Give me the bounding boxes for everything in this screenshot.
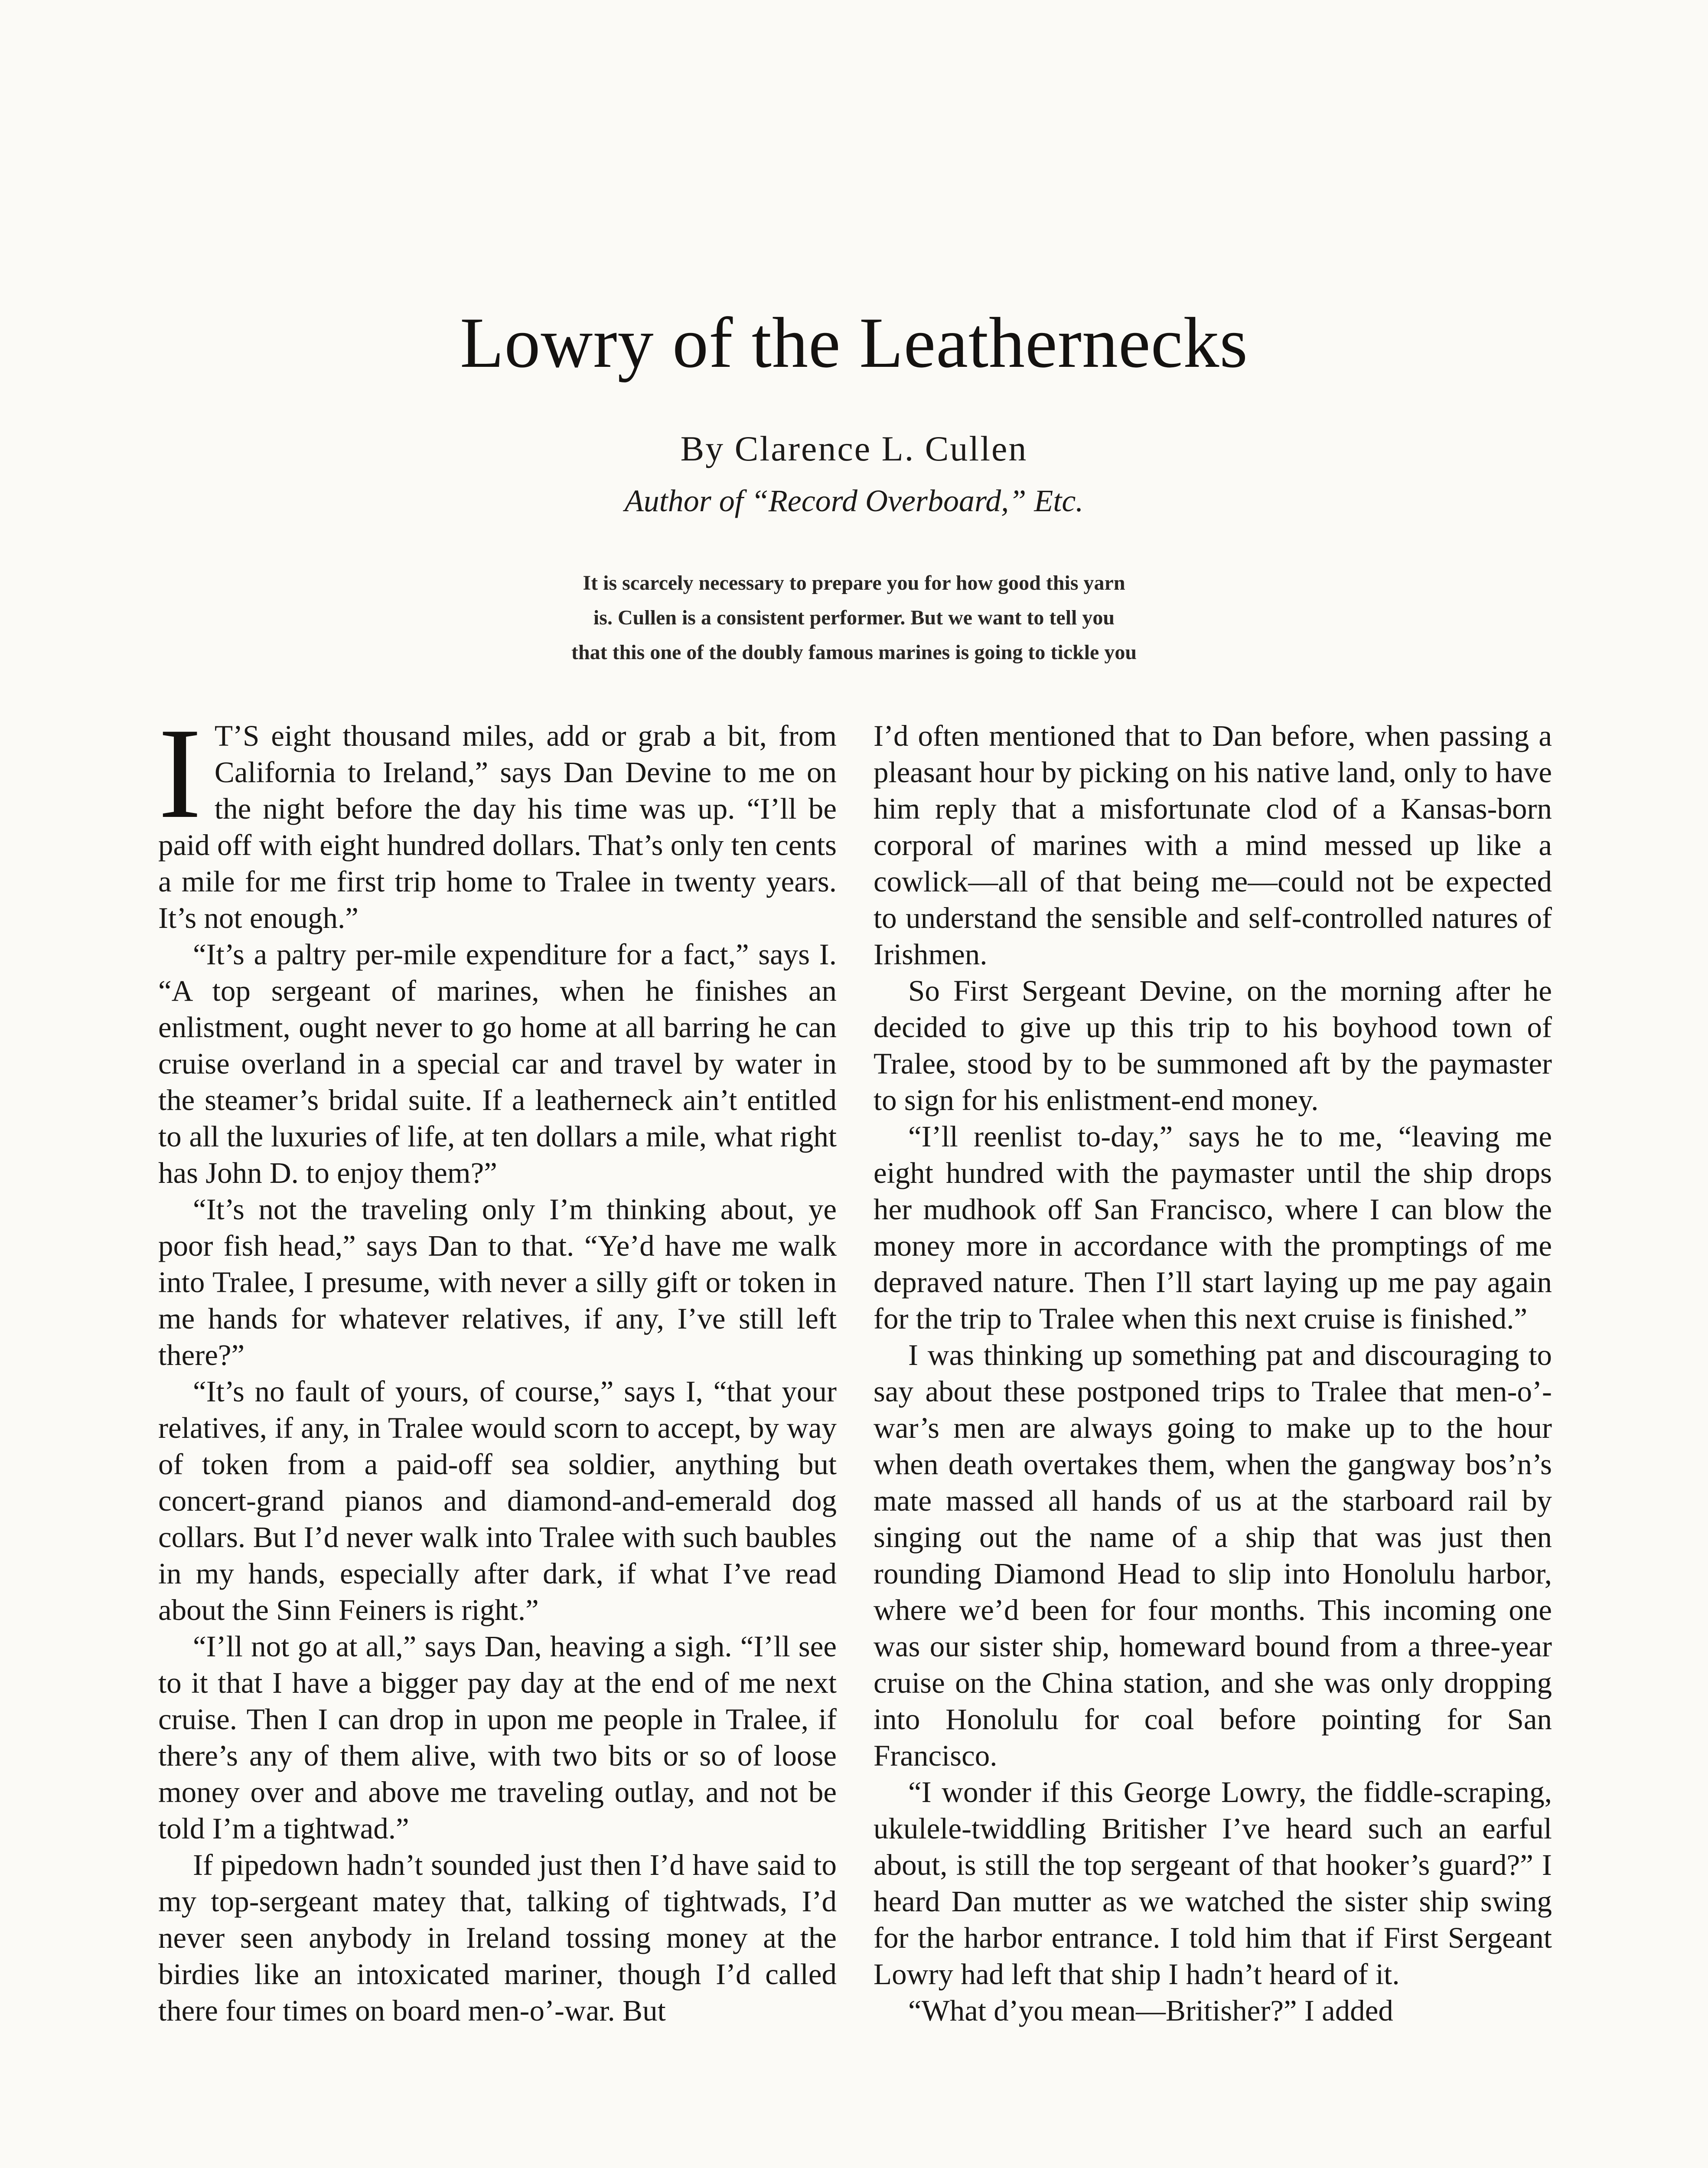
author-credit: Author of “Record Overboard,” Etc.	[624, 483, 1084, 518]
paragraph: “I wonder if this George Lowry, the fiddle-scraping, ukulele-twiddling Britisher I’ve heard such an earful about, is still the top sergeant of that hooker’s guard?” I heard Dan mutter as we watched the sister ship swing for the harbor entrance. I told him that if First Sergeant Lowry had left that ship I hadn’t heard of it.	[874, 1776, 1552, 1991]
paragraph	[158, 701, 837, 936]
intro-line: It is scarcely necessary to prepare you for how good this yarn	[583, 571, 1125, 594]
article-intro	[416, 566, 1292, 670]
article-title: Lowry of the Leathernecks	[460, 303, 1248, 382]
left-column	[158, 701, 837, 2029]
paragraph-text: T’S eight thousand miles, add or grab a bit, from California to Ireland,” says Dan Devine to me on the night before the day his time was up. “I’ll be paid off with eight hundred dollars. That’s only ten cents a mile for me first trip home to Tralee in twenty years. It’s not enough.”	[158, 719, 837, 934]
paragraph: “I’ll not go at all,” says Dan, heaving a sigh. “I’ll see to it that I have a bigger pay day at the end of me next cruise. Then I can drop in upon me people in Tralee, if there’s any of them alive, with two bits or so of loose money over and above me traveling outlay, and not be told I’m a tightwad.”	[158, 1630, 837, 1845]
paragraph: If pipedown hadn’t sounded just then I’d have said to my top-sergeant matey that, talking of tightwads, I’d never seen anybody in Ireland tossing money at the birdies like an intoxicated mariner, though I’d called there four times on board men-o’-war. But	[158, 1848, 837, 2027]
article-byline: By Clarence L. Cullen	[680, 429, 1028, 468]
paragraph: I was thinking up something pat and discouraging to say about these postponed trips to Tralee that men-o’-war’s men are always going to make up to the hour when death overtakes them, when the gangway bos’n’s mate massed all hands of us at the starboard rail by singing out the name of a ship that was just then rounding Diamond Head to slip into Honolulu harbor, where we’d been for four months. This incoming one was our sister ship, homeward bound from a three-year cruise on the China station, and she was only dropping into Honolulu for coal before pointing for San Francisco.	[874, 1339, 1552, 1772]
drop-cap: I	[158, 701, 202, 845]
right-column	[874, 718, 1552, 2029]
intro-line: is. Cullen is a consistent performer. But we want to tell you	[593, 606, 1115, 629]
paragraph: “It’s no fault of yours, of course,” says I, “that your relatives, if any, in Tralee would scorn to accept, by way of token from a paid-off sea soldier, anything but concert-grand pianos and diamond-and-emerald dog collars. But I’d never walk into Tralee with such baubles in my hands, especially after dark, if what I’ve read about the Sinn Feiners is right.”	[158, 1375, 837, 1626]
paragraph: So First Sergeant Devine, on the morning after he decided to give up this trip to his boyhood town of Tralee, stood by to be summoned aft by the paymaster to sign for his enlistment-end money.	[874, 974, 1552, 1117]
paragraph: “What d’you mean—Britisher?” I added	[908, 1994, 1393, 2027]
paragraph: I’d often mentioned that to Dan before, when passing a pleasant hour by picking on his native land, only to have him reply that a misfortunate clod of a Kansas-born corporal of marines with a mind messed up like a cowlick—all of that being me—could not be expected to understand the sensible and self-controlled natures of Irishmen.	[874, 719, 1552, 971]
paragraph: “I’ll reenlist to-day,” says he to me, “leaving me eight hundred with the paymaster until the ship drops her mudhook off San Francisco, where I can blow the money more in accordance with the promptings of me depraved nature. Then I’ll start laying up me pay again for the trip to Tralee when this next cruise is finished.”	[874, 1120, 1552, 1335]
paragraph: “It’s a paltry per-mile expenditure for a fact,” says I. “A top sergeant of marines, when he finishes an enlistment, ought never to go home at all barring he can cruise overland in a special car and travel by water in the steamer’s bridal suite. If a leatherneck ain’t entitled to all the luxuries of life, at ten dollars a mile, what right has John D. to enjoy them?”	[158, 938, 837, 1189]
intro-line: that this one of the doubly famous marines is going to tickle you	[571, 641, 1137, 664]
paragraph: “It’s not the traveling only I’m thinking about, ye poor fish head,” says Dan to that. “Ye’d have me walk into Tralee, I presume, with never a silly gift or token in me hands for whatever relatives, if any, I’ve still left there?”	[158, 1193, 837, 1371]
